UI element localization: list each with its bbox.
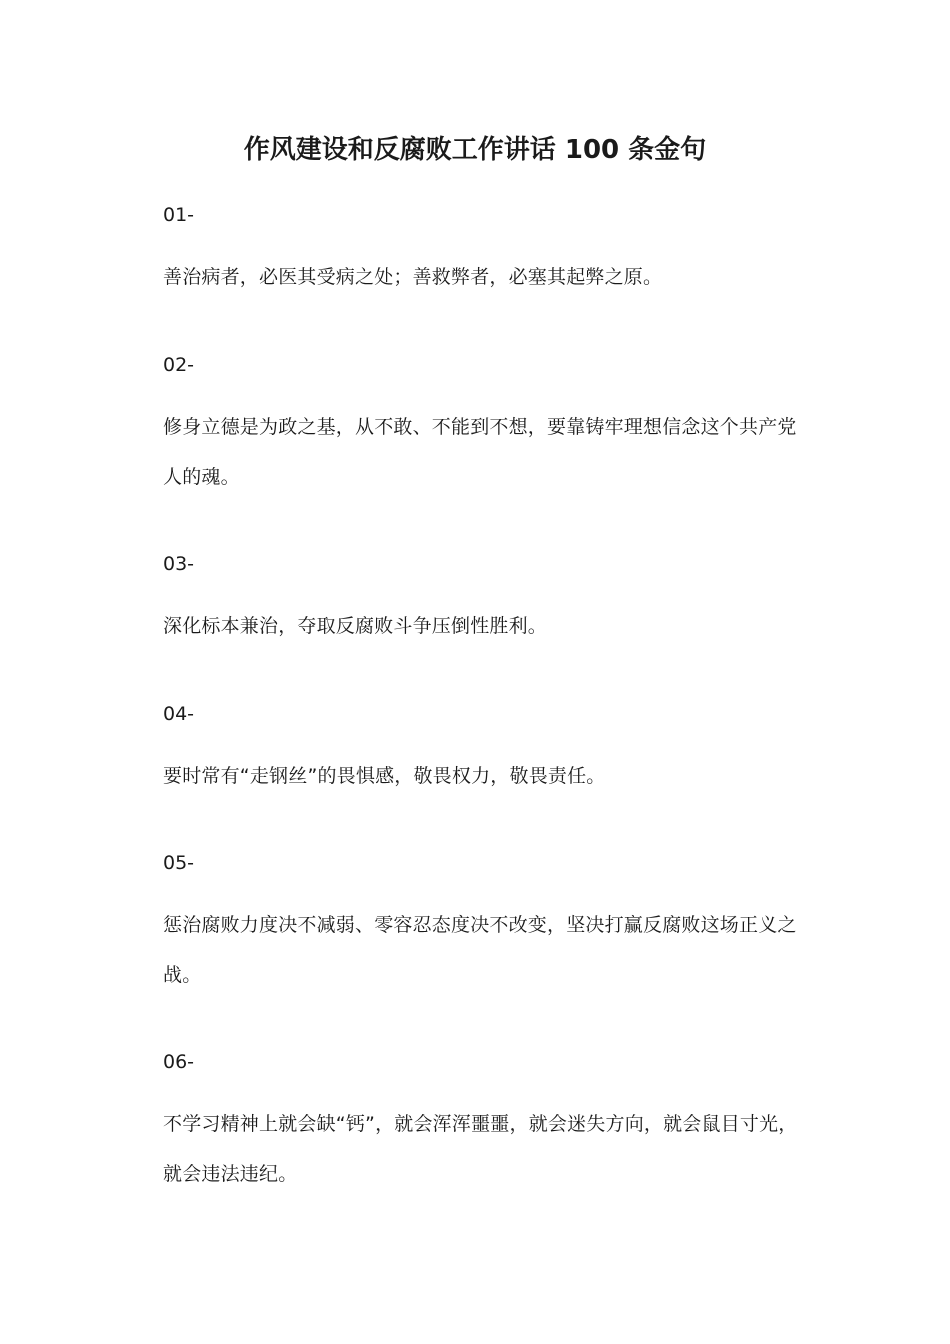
item-text: 深化标本兼治，夺取反腐败斗争压倒性胜利。	[163, 615, 548, 637]
list-item	[163, 701, 803, 801]
list-item	[163, 352, 803, 502]
item-text: 要时常有“走钢丝”的畏惧感，敬畏权力，敬畏责任。	[163, 765, 606, 787]
item-text: 惩治腐败力度决不减弱、零容忍态度决不改变，坚决打赢反腐败这场正义之战。	[163, 914, 797, 986]
list-item	[163, 551, 803, 651]
list-item	[163, 1049, 803, 1199]
page-title: 作风建设和反腐败工作讲话 100 条金句	[243, 135, 707, 165]
item-number: 01-	[163, 204, 195, 226]
item-number: 04-	[163, 703, 195, 725]
item-number: 03-	[163, 553, 195, 575]
item-text: 修身立德是为政之基，从不敢、不能到不想，要靠铸牢理想信念这个共产党人的魂。	[163, 416, 797, 488]
item-number: 02-	[163, 354, 195, 376]
item-number: 05-	[163, 852, 195, 874]
list-item	[163, 202, 803, 302]
item-number: 06-	[163, 1051, 195, 1073]
item-text: 善治病者，必医其受病之处；善救弊者，必塞其起弊之原。	[163, 266, 663, 288]
item-text: 不学习精神上就会缺“钙”，就会浑浑噩噩，就会迷失方向，就会鼠目寸光，就会违法违纪。	[163, 1113, 798, 1185]
list-item	[163, 850, 803, 1000]
